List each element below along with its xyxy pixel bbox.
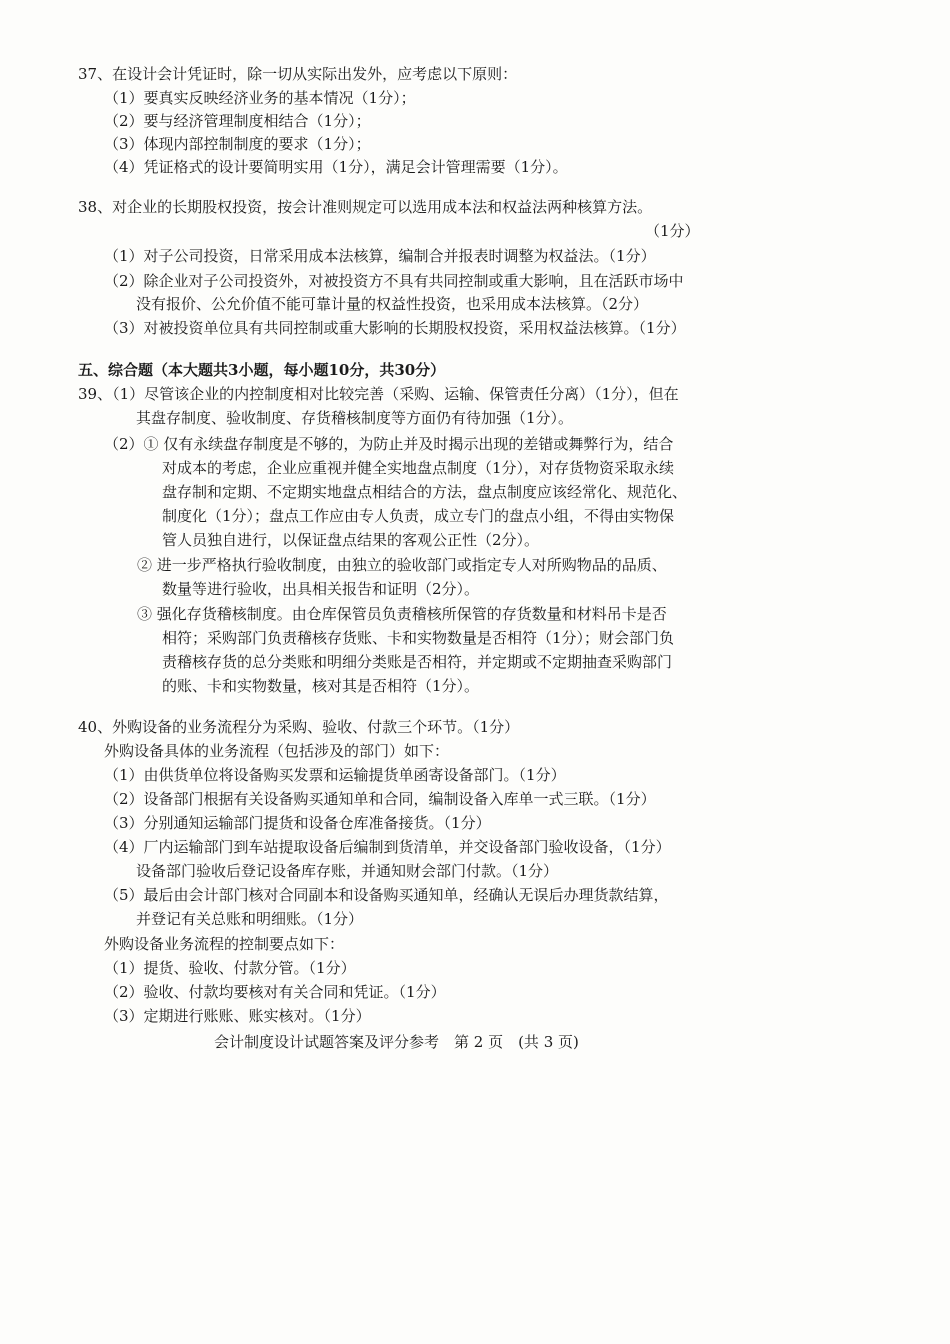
- q39-line-12: 责稽核存货的总分类账和明细分类账是否相符，并定期或不定期抽查采购部门: [162, 653, 673, 671]
- q40-line-10: 外购设备业务流程的控制要点如下：: [104, 935, 345, 953]
- q37-item-4: （4）凭证格式的设计要简明实用（1分），满足会计管理需要（1分）。: [104, 158, 568, 176]
- q40-line-2: 外购设备具体的业务流程（包括涉及的部门）如下：: [104, 742, 450, 760]
- q37-title: 37、在设计会计凭证时，除一切从实际出发外，应考虑以下原则：: [78, 65, 518, 83]
- q37-item-1: （1）要真实反映经济业务的基本情况（1分）；: [104, 89, 416, 107]
- q39-line-11: 相符；采购部门负责稽核存货账、卡和实物数量是否相符（1分）；财会部门负: [162, 629, 675, 647]
- q37-item-3: （3）体现内部控制制度的要求（1分）；: [104, 135, 371, 153]
- q40-line-9: 并登记有关总账和明细账。（1分）: [136, 910, 364, 928]
- q38-score: （1分）: [645, 222, 700, 240]
- q38-item-1: （1）对子公司投资，日常采用成本法核算，编制合并报表时调整为权益法。（1分）: [104, 247, 656, 265]
- q38-item-2: （2）除企业对子公司投资外，对被投资方不具有共同控制或重大影响，且在活跃市场中: [104, 272, 684, 290]
- q40-line-6: （4）厂内运输部门到车站提取设备后编制到货清单，并交设备部门验收设备，（1分）: [104, 838, 671, 856]
- q39-line-9: 数量等进行验收，出具相关报告和证明（2分）。: [162, 580, 480, 598]
- q40-line-5: （3）分别通知运输部门提货和设备仓库准备接货。（1分）: [104, 814, 491, 832]
- q39-line-2: 其盘存制度、验收制度、存货稽核制度等方面仍有待加强（1分）。: [136, 409, 574, 427]
- section-heading: 五、综合题（本大题共3小题，每小题10分，共30分）: [78, 361, 446, 379]
- q39-line-13: 的账、卡和实物数量，核对其是否相符（1分）。: [162, 677, 480, 695]
- q39-line-3: （2）① 仅有永续盘存制度是不够的，为防止并及时揭示出现的差错或舞弊行为，结合: [104, 435, 674, 453]
- q39-line-10: ③ 强化存货稽核制度。由仓库保管员负责稽核所保管的存货数量和材料吊卡是否: [137, 605, 667, 623]
- q39-line-4: 对成本的考虑，企业应重视并健全实地盘点制度（1分），对存货物资采取永续: [162, 459, 675, 477]
- q39-line-1: 39、（1）尽管该企业的内控制度相对比较完善（采购、运输、保管责任分离）（1分），但在: [78, 385, 679, 403]
- q39-line-5: 盘存制和定期、不定期实地盘点相结合的方法，盘点制度应该经常化、规范化、: [162, 483, 688, 501]
- q40-line-13: （3）定期进行账账、账实核对。（1分）: [104, 1007, 371, 1025]
- q39-line-7: 管人员独自进行，以保证盘点结果的客观公正性（2分）。: [162, 531, 540, 549]
- q40-line-1: 40、外购设备的业务流程分为采购、验收、付款三个环节。（1分）: [78, 718, 520, 736]
- q40-line-8: （5）最后由会计部门核对合同副本和设备购买通知单，经确认无误后办理货款结算，: [104, 886, 669, 904]
- q39-line-6: 制度化（1分）；盘点工作应由专人负责，成立专门的盘点小组，不得由实物保: [162, 507, 675, 525]
- q38-item-2-cont: 没有报价、公允价值不能可靠计量的权益性投资，也采用成本法核算。（2分）: [136, 295, 649, 313]
- q40-line-3: （1）由供货单位将设备购买发票和运输提货单函寄设备部门。（1分）: [104, 766, 566, 784]
- q39-line-8: ② 进一步严格执行验收制度，由独立的验收部门或指定专人对所购物品的品质、: [137, 556, 667, 574]
- q38-title: 38、对企业的长期股权投资，按会计准则规定可以选用成本法和权益法两种核算方法。: [78, 198, 653, 216]
- q40-line-12: （2）验收、付款均要核对有关合同和凭证。（1分）: [104, 983, 446, 1001]
- q40-line-7: 设备部门验收后登记设备库存账，并通知财会部门付款。（1分）: [136, 862, 559, 880]
- q37-item-2: （2）要与经济管理制度相结合（1分）；: [104, 112, 371, 130]
- q38-item-3: （3）对被投资单位具有共同控制或重大影响的长期股权投资，采用权益法核算。（1分）: [104, 319, 686, 337]
- q40-line-4: （2）设备部门根据有关设备购买通知单和合同，编制设备入库单一式三联。（1分）: [104, 790, 656, 808]
- q40-line-11: （1）提货、验收、付款分管。（1分）: [104, 959, 356, 977]
- page-footer: 会计制度设计试题答案及评分参考 第 2 页 (共 3 页): [214, 1033, 579, 1051]
